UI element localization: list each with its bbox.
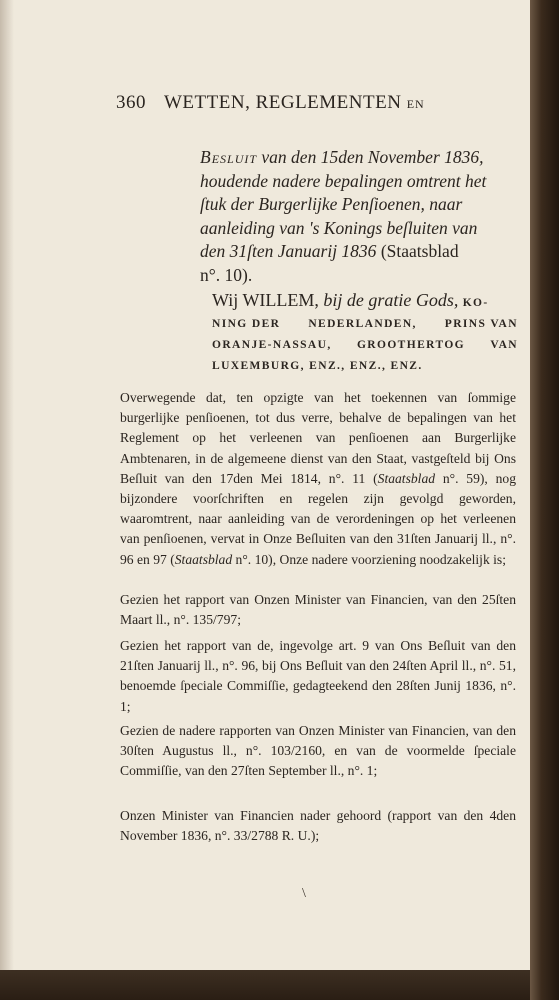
stray-mark: \ [302, 886, 306, 901]
royal-preamble-line-1: Wij WILLEM, bij de gratie Gods, KO- [212, 290, 489, 310]
header-title: WETTEN, REGLEMENTEN [164, 92, 402, 113]
decree-title-line-5: den 31ſten Januarij 1836 (Staatsblad [200, 241, 459, 261]
paragraph-overwegende: Overwegende dat, ten opzigte van het toekennen van ſommige burgerlijke penſioenen, tot dus verre, behalve de bepalingen van het Reglement op het verleenen van penſioenen aan Burgerlijke Ambtenaren, in de algemeene dienst van den Staat, vastgeſteld bij Ons Beſluit van den 17den Mei 1814, n°. 11 (Staatsblad n°. 59), nog bijzondere voorſchriften en regelen zijn gevolgd geworden, waaromtrent, naar aanleiding van de verordeningen op het verleenen van penſioenen, vervat in Onze Beſluiten van den 31ſten Januarij ll., n°. 96 en 97 (Staatsblad n°. 10), Onze nadere voorziening noodzakelijk is; [120, 390, 516, 567]
paragraph-gezien-1: Gezien het rapport van Onzen Minister van Financien, van den 25ſten Maart ll., n°. 135/797; [120, 592, 516, 628]
page-number: 360 [116, 92, 146, 113]
decree-title-line-2: houdende nadere bepalingen omtrent het [200, 170, 487, 191]
royal-titles [212, 314, 518, 377]
paragraph-gehoord: Onzen Minister van Financien nader gehoord (rapport van den 4den November 1836, n°. 33/2788 R. U.); [120, 808, 516, 844]
royal-titles-line-1: NING DER NEDERLANDEN, PRINS VAN [212, 318, 518, 330]
decree-title-line-1: Besluit van den 15den November 1836, [200, 147, 484, 167]
page-edge-shadow [530, 0, 559, 1000]
decree-title-line-3: ſtuk der Burgerlijke Penſioenen, naar [200, 194, 463, 214]
running-header [116, 92, 446, 114]
decree-title-line-4: aanleiding van 's Konings beſluiten van [200, 217, 478, 238]
royal-titles-line-3: LUXEMBURG, ENZ., ENZ., ENZ. [212, 360, 423, 372]
paragraph-gezien-2: Gezien het rapport van de, ingevolge art. 9 van Ons Beſluit van den 21ſten Januarij ll., n°. 96, bij Ons Beſluit van den 24ſten April ll., n°. 51, benoemde ſpeciale Commiſſie, gedagteekend den 28ſten Junij 1836, n°. 1; [120, 638, 516, 714]
header-title-small: EN [406, 97, 425, 111]
page-bottom-shadow [0, 970, 530, 1000]
royal-titles-line-2: ORANJE-NASSAU, GROOTHERTOG VAN [212, 339, 518, 351]
royal-preamble [212, 290, 518, 377]
paragraph-gezien-3: Gezien de nadere rapporten van Onzen Minister van Financien, van den 30ſten Augustus ll., n°. 103/2160, en van de voormelde ſpeciale Commiſſie, van den 27ſten September ll., n°. 1; [120, 723, 516, 779]
decree-title-line-6: n°. 10). [200, 264, 253, 285]
gutter-shadow [0, 0, 14, 970]
decree-title [200, 146, 518, 287]
